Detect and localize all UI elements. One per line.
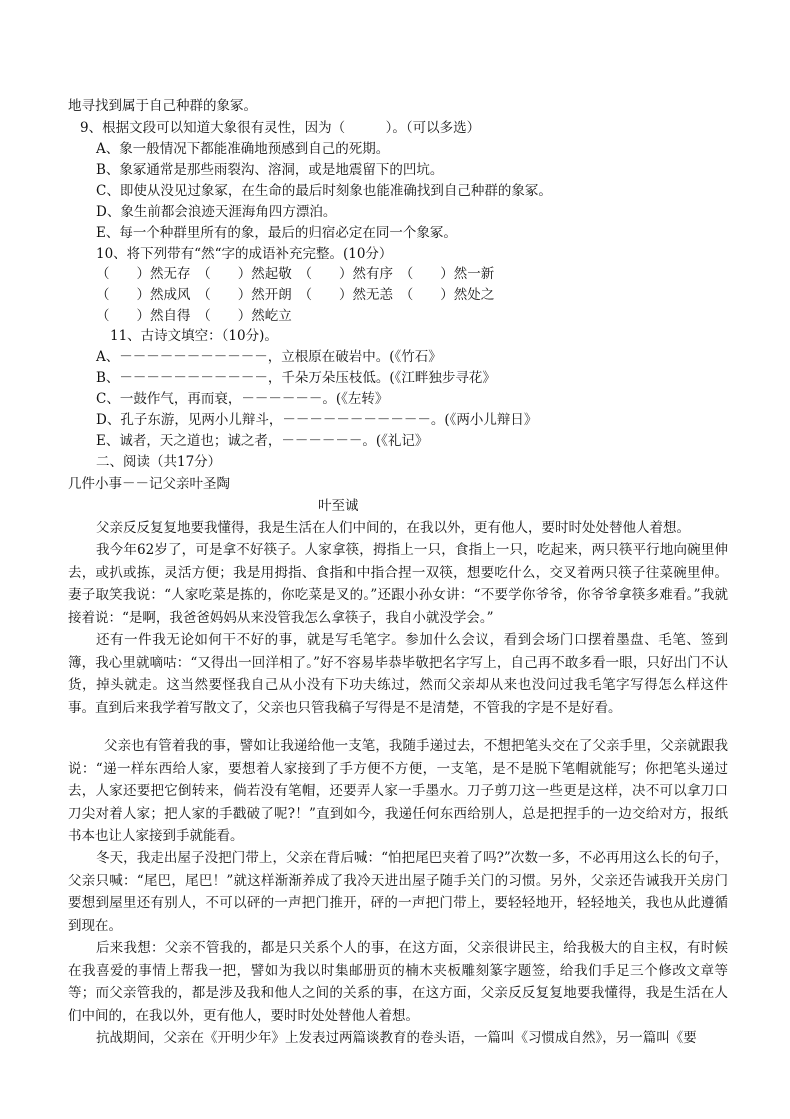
article-paragraph: 父亲也有管着我的事，譬如让我递给他一支笔，我随手递过去，不想把笔头交在了父亲手里，父亲就跟我说：“递一样东西给人家，要想着人家接到了手方便不方便，一支笔，是不是脱下笔帽就能写；你把笔头递过去，人家还要把它倒转来，倘若没有笔帽，还要弄人家一手墨水。刀子剪刀这一些更是这样，决不可以拿刀口刀尖对着人家；把人家的手戳破了呢?！”直到如今，我递任何东西给别人，总是把捏手的一边交给对方，报纸书本也让人家接到手就能看。	[68, 738, 728, 844]
question-11-item-e: E、诚者，天之道也；诚之者，－－－－－－。(《礼记》	[96, 433, 429, 449]
question-9-option-d: D、象生前都会浪迹天涯海角四方漂泊。	[96, 204, 337, 220]
section-heading: 二、阅读（共17分）	[96, 454, 222, 470]
question-11-item-d: D、孔子东游，见两小儿辩斗，－－－－－－－－－－－。(《两小儿辩日》	[96, 412, 538, 428]
question-11-item-a: A、－－－－－－－－－－－，立根原在破岩中。(《竹石》	[96, 349, 442, 365]
article-paragraph: 后来我想：父亲不管我的，都是只关系个人的事，在这方面，父亲很讲民主，给我极大的自主权，有时候在我喜爱的事情上帮我一把，譬如为我以时集邮册页的楠木夹板雕刻篆字题签，给我们手足三个修改文章等等；而父亲管我的，都是涉及我和他人之间的关系的事，在这方面，父亲反反复复地要我懂得，我是生活在人们中间的，在我以外，更有他人，要时时处处替他人着想。	[68, 940, 728, 1024]
article-paragraph: 还有一件我无论如何干不好的事，就是写毛笔字。参加什么会议，看到会场门口摆着墨盘、毛笔、签到簿，我心里就嘀咕：“又得出一回洋相了。”好不容易毕恭毕敬把名字写上，自己再不敢多看一眼，只好出门不认货，掉头就走。这当然要怪我自己从小没有下功夫练过，然而父亲却从来也没问过我毛笔字写得怎么样这件事。直到后来我学着写散文了，父亲也只管我稿子写得是不是清楚，不管我的字是不是好看。	[68, 632, 728, 716]
question-9-option-c: C、即使从没见过象冢，在生命的最后时刻象也能准确找到自己种群的象冢。	[96, 183, 552, 199]
question-11-item-b: B、－－－－－－－－－－－，千朵万朵压枝低。(《江畔独步寻花》	[96, 370, 496, 386]
question-9-option-b: B、象冢通常是那些雨裂沟、溶洞，或是地震留下的凹坑。	[96, 162, 444, 178]
question-9-option-a: A、象一般情况下都能准确地预感到自己的死期。	[96, 141, 390, 157]
article-author: 叶至诚	[318, 498, 359, 514]
question-9-stem: 9、根据文段可以知道大象很有灵性，因为（ ）。（可以多选）	[80, 120, 481, 136]
article-paragraph: 抗战期间，父亲在《开明少年》上发表过两篇谈教育的卷头语，一篇叫《习惯成自然》，另一篇叫《要	[96, 1030, 697, 1046]
question-11-stem: 11、古诗文填空：（10分)。	[110, 328, 278, 344]
question-9-option-e: E、每一个种群里所有的象，最后的归宿必定在同一个象冢。	[96, 225, 457, 241]
article-paragraph: 我今年62岁了，可是拿不好筷子。人家拿筷，拇指上一只，食指上一只，吃起来，两只筷平行地向碗里伸去，或扒或拣，灵活方便；我是用拇指、食指和中指合捏一双筷，想要吃什么，交叉着两只筷子往菜碗里伸。妻子取笑我说：“人家吃菜是拣的，你吃菜是叉的。”还跟小孙女讲：“不要学你爷爷，你爷爷拿筷多难看。”我就接着说：“是啊，我爸爸妈妈从来没管我怎么拿筷子，我自小就没学会。”	[68, 542, 728, 626]
question-11-item-c: C、一鼓作气，再而衰，－－－－－－。(《左转》	[96, 391, 389, 407]
question-10-row: （ ）然自得 （ ）然屹立	[96, 308, 292, 324]
question-10-row: （ ）然成风 （ ）然开朗 （ ）然无恙 （ ）然处之	[96, 287, 495, 303]
previous-line: 地寻找到属于自己种群的象冢。	[68, 98, 257, 114]
article-paragraph: 冬天，我走出屋子没把门带上，父亲在背后喊：“怕把尾巴夹着了吗?”次数一多，不必再用这么长的句子，父亲只喊：“尾巴，尾巴！”就这样渐渐养成了我冷天进出屋子随手关门的习惯。另外，父亲还告诫我开关房门要想到屋里还有别人，不可以砰的一声把门推开，砰的一声把门带上，要轻轻地开，轻轻地关，我也从此遵循到现在。	[68, 850, 728, 934]
article-paragraph: 父亲反反复复地要我懂得，我是生活在人们中间的，在我以外，更有他人，要时时处处替他人着想。	[96, 520, 690, 536]
question-10-stem: 10、将下列带有“然“字的成语补充完整。(10分）	[96, 246, 393, 262]
article-title: 几件小事－－记父亲叶圣陶	[68, 476, 230, 492]
question-10-row: （ ）然无存 （ ）然起敬 （ ）然有序 （ ）然一新	[96, 266, 495, 282]
